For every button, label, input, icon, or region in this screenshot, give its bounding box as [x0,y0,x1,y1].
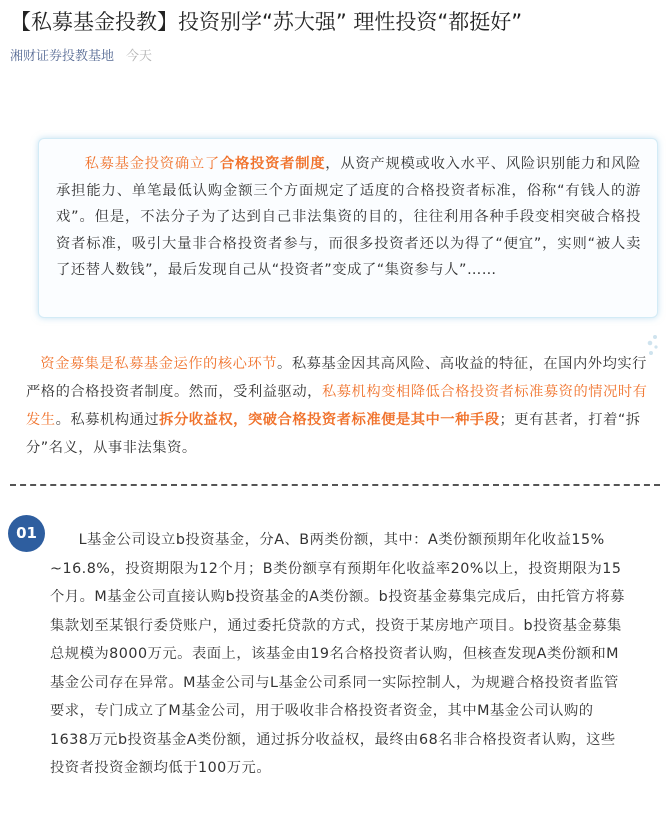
case-number-badge: 01 [8,515,45,552]
core-highlight-1: 资金募集是私募基金运作的核心环节 [40,356,278,372]
intro-card [38,138,658,318]
core-text-3: ；更有甚者，打着“拆分”名义，从事非法集资。 [26,412,641,456]
intro-emphasis: 合格投资者制度 [219,156,326,172]
intro-lead: 私募基金投资确立了 [84,156,220,172]
case-text: L基金公司设立b投资基金，分A、B两类份额，其中：A类份额预期年化收益15% ~16.8%，投资期限为12个月；B类份额享有预期年化收益率20%以上，投资期限为15个月。M基金公司直接认购b投资基金的A类份额。b投资基金募集完成后，由托管方将募集款划至某银行委贷账户，通过委托贷款的方式，投资于某房地产项目。b投资基金募集总规模为8000万元。表面上，该基金由19名合格投资者认购，但核查发现A类份额和M基金公司存在异常。M基金公司与L基金公司系同一实际控制人，为规避合格投资者监管要求，专门成立了M基金公司，用于吸收非合格投资者资金，其中M基金公司认购的1638万元b投资基金A类份额，通过拆分收益权，最终由68名非合格投资者认购，这些投资者投资金额均低于100万元。 [50,532,625,776]
core-paragraph [26,350,650,462]
article-title: 【私募基金投教】投资别学“苏大强” 理性投资“都挺好” [10,10,523,34]
core-text-2: 。私募机构通过 [55,412,160,428]
core-highlight-2: 私募机构变相降低合格投资者标准募资的情况时有发生 [26,384,648,428]
intro-paragraph [56,151,641,284]
intro-body: ，从资产规模或收入水平、风险识别能力和风险承担能力、单笔最低认购金额三个方面规定了适度的合格投资者标准，俗称“有钱人的游戏”。但是，不法分子为了达到自己非法集资的目的，往往利用各种手段变相突破合格投资者标准，吸引大量非合格投资者参与，而很多投资者还以为得了“便宜”，实则“被人卖了还替人数钱”，最后发现自己从“投资者”变成了“集资参与人”…… [56,156,641,278]
article-meta [10,47,152,67]
core-text-1: 。私募基金因其高风险、高收益的特征，在国内外均实行严格的合格投资者制度。然而，受利益驱动， [26,356,647,400]
core-highlight-3: 拆分收益权，突破合格投资者标准便是其中一种手段 [159,412,500,428]
publish-time: 今天 [126,49,153,64]
section-divider [10,484,660,486]
case-paragraph [50,526,630,783]
account-name-link[interactable]: 湘财证券投教基地 [10,49,115,64]
